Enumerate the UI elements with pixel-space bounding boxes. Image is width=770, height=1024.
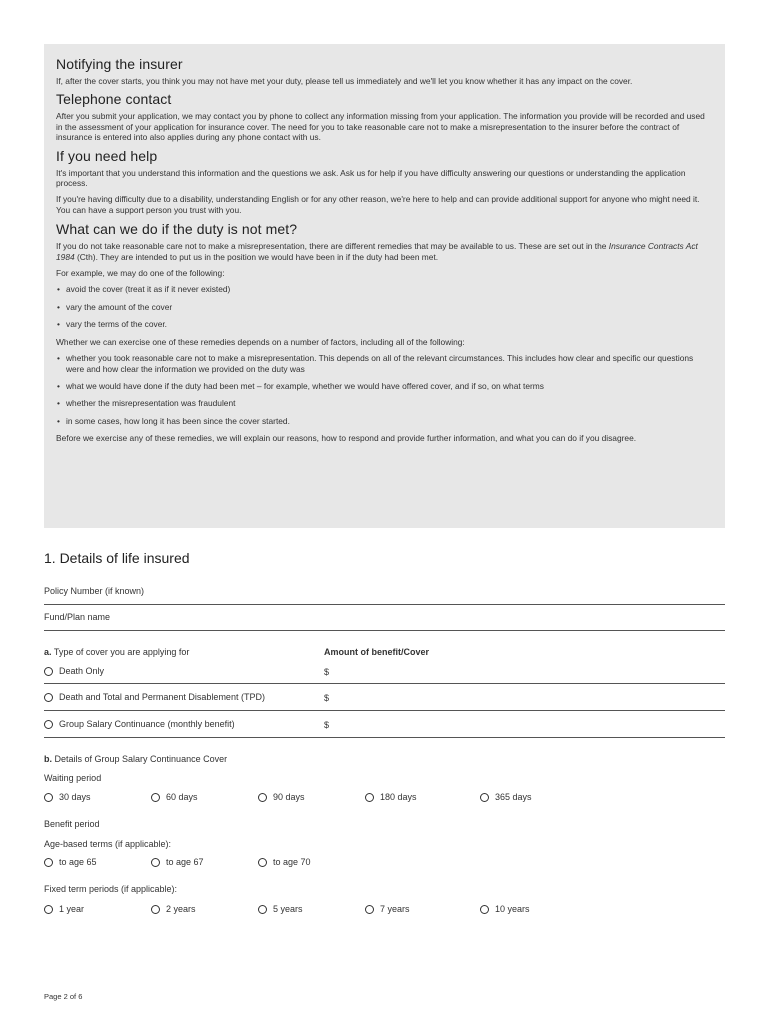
notifying-insurer-heading: Notifying the insurer [56, 56, 183, 72]
need-help-text-2: If you're having difficulty due to a disability, understanding English or for any other reason, we're here to help and can provide additional support for anyone who might need it. You can have a support person you trust with you. [56, 194, 700, 215]
waiting-365-days[interactable]: 365 days [480, 792, 532, 802]
waiting-90-days[interactable]: 90 days [258, 792, 305, 802]
notifying-insurer-text: If, after the cover starts, you think you may not have met your duty, please tell us immediately and we'll let you know whether it has any impact on the cover. [56, 76, 633, 86]
list-item: • avoid the cover (treat it as if it never existed) [56, 284, 713, 294]
death-only-option[interactable]: Death Only [44, 666, 104, 676]
cover-type-label: a. Type of cover you are applying for [44, 647, 190, 657]
remedies-list [56, 284, 713, 329]
radio-icon[interactable] [44, 720, 53, 729]
tpd-option[interactable]: Death and Total and Permanent Disablement (TPD) [44, 692, 265, 702]
radio-icon[interactable] [365, 905, 374, 914]
fund-plan-field[interactable] [44, 612, 725, 631]
salary-continuance-option[interactable]: Group Salary Continuance (monthly benefit) [44, 719, 235, 729]
radio-icon[interactable] [151, 905, 160, 914]
policy-number-field[interactable] [44, 586, 725, 605]
cover-row-death-only [44, 662, 725, 684]
duty-of-disclosure-panel [44, 44, 725, 528]
need-help-heading: If you need help [56, 147, 158, 164]
age-70-option[interactable]: to age 70 [258, 857, 311, 867]
fixed-5-years[interactable]: 5 years [258, 904, 303, 914]
fixed-1-year[interactable]: 1 year [44, 904, 84, 914]
fixed-10-years[interactable]: 10 years [480, 904, 530, 914]
benefit-period-label: Benefit period [44, 819, 100, 829]
duty-not-met-text-1: If you do not take reasonable care not to make a misrepresentation, there are different remedies that may be available to us. These are set out in the Insurance Contracts Act 1984 (Cth). They are intended to put us in the position we would have been in if the duty had been met. [56, 241, 698, 262]
fixed-term-label: Fixed term periods (if applicable): [44, 884, 178, 894]
age-based-label: Age-based terms (if applicable): [44, 839, 172, 849]
list-item: • whether you took reasonable care not to make a misrepresentation. This depends on all of the relevant circumstances. This includes how clear and specific our questions were and how clear the information we provided on the duty was [56, 353, 713, 374]
page-number: Page 2 of 6 [44, 992, 83, 1001]
act-name: Insurance Contracts Act 1984 [56, 241, 698, 262]
radio-icon[interactable] [151, 858, 160, 867]
policy-number-label: Policy Number (if known) [44, 586, 145, 596]
radio-icon[interactable] [365, 793, 374, 802]
radio-icon[interactable] [480, 905, 489, 914]
duty-not-met-text-2: For example, we may do one of the following: [56, 268, 225, 279]
section-title: 1. Details of life insured [44, 550, 190, 566]
fund-plan-label: Fund/Plan name [44, 612, 111, 622]
radio-icon[interactable] [258, 905, 267, 914]
radio-icon[interactable] [44, 667, 53, 676]
factors-list [56, 353, 713, 426]
list-item: • vary the amount of the cover [56, 302, 713, 312]
list-item: • whether the misrepresentation was fraudulent [56, 398, 713, 408]
salary-continuance-details-label: b. Details of Group Salary Continuance Cover [44, 754, 228, 764]
amount-header: Amount of benefit/Cover [324, 647, 429, 657]
telephone-contact-text: After you submit your application, we may contact you by phone to collect any information missing from your application. The information you provide will be recorded and used in the assessment of your application for insurance cover. The need for you to take reasonable care not to make a misrepresentation to the insurer before the contract of insurance is entered into also applies during any phone contact with us. [56, 111, 705, 143]
waiting-180-days[interactable]: 180 days [365, 792, 417, 802]
waiting-30-days[interactable]: 30 days [44, 792, 91, 802]
age-67-option[interactable]: to age 67 [151, 857, 204, 867]
list-item: • in some cases, how long it has been since the cover started. [56, 416, 713, 426]
list-item: • vary the terms of the cover. [56, 319, 713, 329]
duty-not-met-text-3: Whether we can exercise one of these remedies depends on a number of factors, including all of the following: [56, 336, 465, 347]
waiting-60-days[interactable]: 60 days [151, 792, 198, 802]
need-help-text-1: It's important that you understand this information and the questions we ask. Ask us for help if you have difficulty answering our questions or understanding the application process. [56, 167, 686, 189]
duty-not-met-text-4: Before we exercise any of these remedies, we will explain our reasons, how to respond and provide further information, and what you can do if you disagree. [56, 433, 637, 444]
fixed-2-years[interactable]: 2 years [151, 904, 196, 914]
radio-icon[interactable] [151, 793, 160, 802]
radio-icon[interactable] [480, 793, 489, 802]
radio-icon[interactable] [44, 793, 53, 802]
age-65-option[interactable]: to age 65 [44, 857, 97, 867]
tpd-amount[interactable]: $ [324, 693, 330, 703]
radio-icon[interactable] [44, 905, 53, 914]
death-only-amount[interactable]: $ [324, 667, 330, 677]
radio-icon[interactable] [258, 858, 267, 867]
fixed-7-years[interactable]: 7 years [365, 904, 410, 914]
salary-continuance-amount[interactable]: $ [324, 720, 330, 730]
waiting-period-label: Waiting period [44, 773, 102, 783]
telephone-contact-heading: Telephone contact [56, 91, 172, 108]
radio-icon[interactable] [258, 793, 267, 802]
radio-icon[interactable] [44, 693, 53, 702]
radio-icon[interactable] [44, 858, 53, 867]
duty-not-met-heading: What can we do if the duty is not met? [56, 221, 298, 238]
list-item: • what we would have done if the duty had been met – for example, whether we would have offered cover, and if so, on what terms [56, 381, 713, 391]
